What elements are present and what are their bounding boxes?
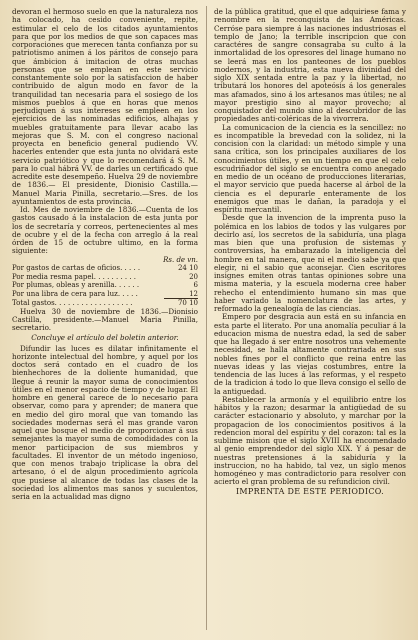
expense-intro: Id. Mes de noviembre de 1836.—Cuenta de los gastos causado á la instalacion de esta junta por los de secretaría y correos, pertenecientes al mes de ocubre y el de la fecha con arreglo á la real órden de 15 de octubre ultimo, en la forma siguiente:: [12, 205, 198, 256]
expense-label: Por plumas, obleas y arenilla. . . . . .: [12, 281, 140, 289]
column-divider: [206, 6, 207, 630]
right-column: [214, 8, 406, 626]
article-paragraph: La comunicacion de la ciencia es la sencillez: no es incompatible la brevedad con la solidez, ni la concision con la claridad: un método simple y una sana crítica, son los principales auxiliares de los conocimientos útiles, y en un tiempo en que el celo escudriñador del siglo se encuentra como anegado en medio de un océano de producciones literarias, el mayor servicio que pueda hacerse al árbol de la ciencia es el depurarle enteramente de los enemigos que mas le dañan, la paradoja y el espíritu mercantil.: [214, 122, 406, 214]
total-value: 70 10: [177, 299, 198, 307]
article-paragraph: Empero por desgracia aun está en su infancia en esta parte el literato. Por una anomalía peculiar á la educacion misma de nuestra edad, la sed de saber que ha llegado á ser entre nosotros una vehemente necesidad, se halla altamente contrariada en sus nobles fines por el conflicto que reina entre las nuevas ideas y las viejas costumbres, entre la tendencia de las luces á las reformas, y el respeto de la tradicion á todo lo que lleva consigo el sello de la antiguedad.: [214, 312, 406, 396]
signature-line: Huelva 30 de noviembre de 1836.—Dionisio Castilla, presidente.—Manuel Maria Pinilla, secretario.: [12, 306, 198, 332]
left-column: [12, 8, 198, 626]
expense-label: Por una libra de cera para luz. . . . .: [12, 289, 138, 298]
expense-value: 24 10: [177, 264, 198, 272]
expense-account: [12, 256, 198, 308]
printer-imprint: IMPRENTA DE ESTE PERIODICO.: [235, 486, 385, 496]
expense-label: Por media resma papel. . . . . . . . . .: [12, 272, 137, 281]
expense-value: 12: [189, 289, 198, 298]
article-paragraph: Desde que la invencion de la imprenta puso la polémica en los labios de todos y las vulgares por decirlo así, los secretos de la sabiduría, una plaga mas bien que una profusion de sistemas y controversias, ha embarazado la inteligencia del hombre en tal manera, que ni el medio sabe ya que elegir, ni el sabio que aconsejar. Cien escritores insignes emiten otras tantas opiniones sobre una misma materia, y la escuela moderna cree haber rehecho el entendimiento humano sin mas que haber variado la nomenclatura de las artes, y reformado la genealogía de las ciencias.: [214, 213, 406, 313]
circular-text: devoran el hermoso suelo en que la naturaleza nos ha colocado, ha cesido conveniente, repite, estimular el celo de los citados ayuntamientos para que por los medios de que son capaces mas corporaciones que merecen tanta confianza por su patriotismo animen á los páritos de consejo para que ámbicion á imitacion de otras muchas personas que se emplean en este servicio constantemente solo por la satisfaccion de haber contribuido de algun modo en favor de la tranquilidad tan necesaria para el sosiego de los mismos pueblos á que en horas que menos perjudiquen á sus intereses se empleen en los ejercicios de las nominadas edificios, alhajas y muebles gratuitamente para llevar acabo las mejoras que S. M. con el congreso nacional proyecta en beneficio general pudiendo VV. hacerles entender que esta junta no olvidará este servicio patriótico y que lo recomendará á S. M. para lo cual hábrá VV. de darles un certificado que acredite este desempeño. Huelva 29 de noviembre de 1836.— El presidente, Dionisio Castilla.— Manuel Maria Pinilla, secretario.—Sres. de los ayuntamientos de esta provincia.: [12, 8, 198, 206]
expense-label: Por gastos de cartas de oficios. . . . .: [12, 264, 141, 272]
article-paragraph: de la pública gratitud, que el que adquiriese fama y renombre en la reconquista de las Américas. Cerróse para siempre á las naciones industriosas el templo de Jano; la terrible inscripcion que con caractéres de sangre consagraba su culto á la inmortalidad de los opresores del linage humano no se leerá mas en los panteones de los pueblos modernos, y la industria, esta nueva divinidad del siglo XIX sentada entre la paz y la libertad, no tributará los honores del apoteósis á los generales mas afamados, sino á los artesanos mas útiles; ne al mayor prestigio sino al mayor provecho; al conquistador del mundo sino al descubridor de las propiedades anti-coléricas de la vivorrera.: [214, 8, 406, 124]
article-title: Concluye el artículo del boletin anterior.: [31, 333, 179, 343]
article-paragraph: Restablecer la armonía y el equilibrio entre los hábitos y la razon; desarmar la antigüedad de su carácter estacionario y absoluto, y marchar por la propagacion de los conocimientos positivos á la redencion moral del espíritu y del corazon: tal es la sublime mision que el siglo XVIII ha encomendado al genio emprendedor del siglo XIX. Y á pesar de nuestras pretensiones á la sabiduría y la instruccion, no ha habido, tal vez, un siglo menos homogéneo y mas contradictorio para resolver con acierto el gran problema de su refundicion civil.: [214, 394, 406, 487]
currency-header: Rs. de vn.: [163, 255, 198, 264]
expense-row: [12, 281, 198, 290]
total-label: Total gastos. . . . . . . . . . . . . . . . . .: [12, 299, 133, 307]
expense-row: [12, 273, 198, 282]
expense-value: 6: [193, 281, 198, 289]
expense-row: [12, 290, 198, 299]
article-paragraph: Difundir las luces es dilatar infinitamente el horizonte intelectual del hombre, y aquel por los doctos será contado en el cuadro de los bienhechores de la doliente humanidad, que llegue á reunir la mayor suma de conocimientos útiles en el menor espacio de tiempo y de lugar. El hombre en general carece de lo necesario para observar, como para y aprender; de manera que en medio del giro moral que van tomando las sociedades modernas será el mas grande varon aquel que bosque el medio de proporcionar á sus semejantes la mayor suma de comodidades con la menor participacion de sus miembros y facultades. El inventor de un método ingenioso, que con menos trabajo triplicase la obra del artesano, ó el de algun procedimiento agrícola que pusiese al alcance de todas las clases de la sociedad los alimentos mas sanos y suculentos, seria en la actualidad mas digno: [12, 343, 198, 501]
expense-value: 20: [189, 272, 198, 281]
expense-row: [12, 264, 198, 273]
